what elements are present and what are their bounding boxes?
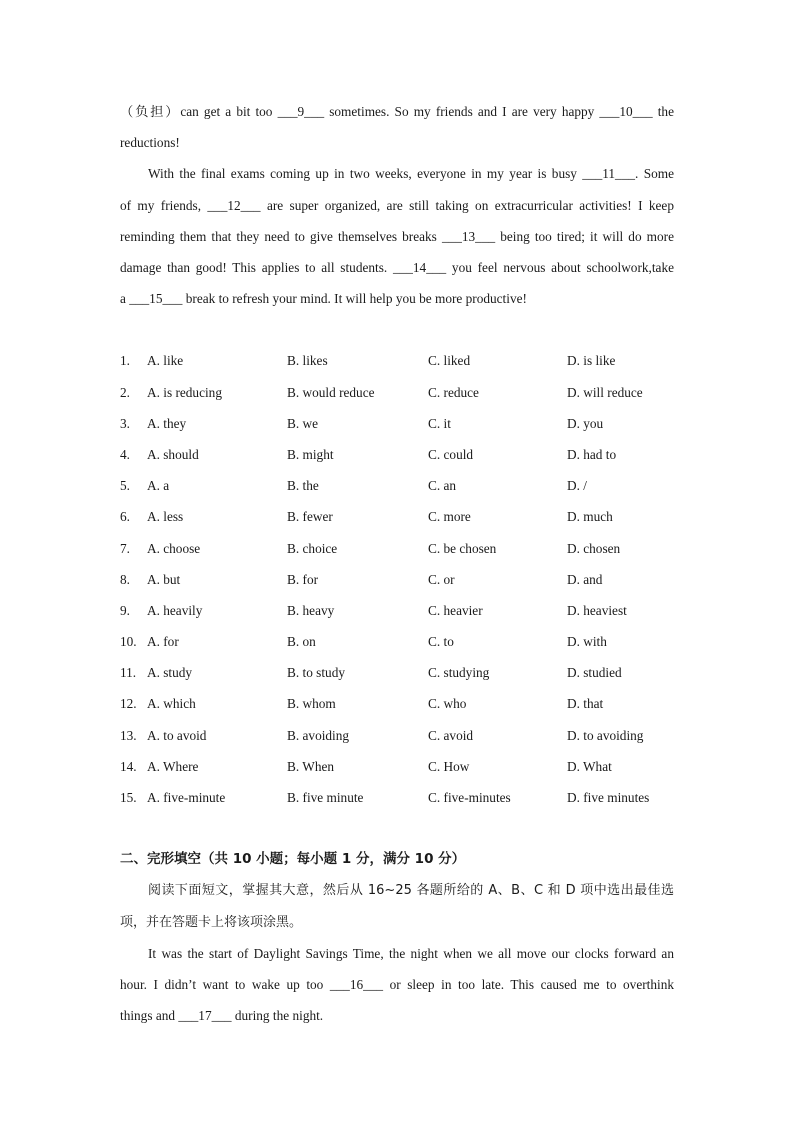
option-b: B. on: [287, 634, 316, 650]
text-line: With the final exams coming up in two weeks, everyone in my year is busy ___11___. Some: [148, 166, 674, 182]
option-d: D. chosen: [567, 540, 621, 556]
answer-options-list: [120, 345, 674, 813]
section-title: 二、完形填空（共 10 小题；每小题 1 分，满分 10 分）: [120, 851, 466, 868]
question-number: 11.: [120, 665, 137, 681]
text-line: a ___15___ break to refresh your mind. It will help you be more productive!: [120, 291, 527, 307]
question-number: 3.: [120, 415, 130, 431]
option-c: C. studying: [428, 665, 490, 681]
option-a: A. is reducing: [147, 384, 222, 400]
text-line: 项，并在答题卡上将该项涂黑。: [120, 914, 303, 930]
option-b: B. might: [287, 446, 334, 462]
option-a: A. like: [147, 353, 184, 369]
option-d: D. What: [567, 758, 612, 774]
option-a: A. they: [147, 415, 187, 431]
option-c: C. reduce: [428, 384, 479, 400]
option-a: A. five-minute: [147, 790, 226, 806]
question-row: [120, 595, 674, 626]
option-c: C. could: [428, 446, 474, 462]
question-row: [120, 688, 674, 719]
option-a: A. to avoid: [147, 727, 207, 743]
option-c: C. or: [428, 571, 455, 587]
passage-paragraph-2: [120, 158, 674, 314]
question-number: 10.: [120, 634, 137, 650]
document-page: [120, 96, 674, 1031]
text-line: damage than good! This applies to all students. ___14___ you feel nervous about schoolwork,take: [120, 260, 674, 276]
option-a: A. but: [147, 571, 181, 587]
question-number: 9.: [120, 602, 130, 618]
option-b: B. whom: [287, 696, 336, 712]
option-c: C. it: [428, 415, 451, 431]
option-c: C. an: [428, 478, 457, 494]
option-b: B. to study: [287, 665, 345, 681]
option-c: C. be chosen: [428, 540, 497, 556]
question-row: [120, 564, 674, 595]
option-b: B. choice: [287, 540, 338, 556]
question-row: [120, 751, 674, 782]
option-c: C. to: [428, 634, 454, 650]
option-d: D. is like: [567, 353, 616, 369]
option-b: B. heavy: [287, 602, 335, 618]
question-row: [120, 533, 674, 564]
question-number: 12.: [120, 696, 137, 712]
option-b: B. would reduce: [287, 384, 375, 400]
text-line: It was the start of Daylight Savings Time, the night when we all move our clocks forward an: [148, 945, 674, 961]
question-row: [120, 782, 674, 813]
option-d: D. that: [567, 696, 604, 712]
passage-paragraph-1: [120, 96, 674, 158]
option-b: B. five minute: [287, 790, 364, 806]
option-b: B. the: [287, 478, 319, 494]
option-a: A. less: [147, 509, 184, 525]
question-row: [120, 377, 674, 408]
text-line: hour. I didn’t want to wake up too ___16___ or sleep in too late. This caused me to overthink: [120, 977, 674, 993]
text-line: things and ___17___ during the night.: [120, 1008, 324, 1024]
option-c: C. who: [428, 696, 467, 712]
option-b: B. When: [287, 758, 335, 774]
option-d: D. studied: [567, 665, 622, 681]
question-number: 5.: [120, 478, 130, 494]
option-a: A. choose: [147, 540, 201, 556]
option-d: D. will reduce: [567, 384, 643, 400]
option-d: D. much: [567, 509, 613, 525]
question-row: [120, 501, 674, 532]
question-row: [120, 720, 674, 751]
question-number: 1.: [120, 353, 130, 369]
text-line: （负担）can get a bit too ___9___ sometimes. So my friends and I are very happy ___10___ the: [120, 104, 674, 119]
question-row: [120, 439, 674, 470]
question-number: 2.: [120, 384, 130, 400]
question-number: 6.: [120, 509, 130, 525]
question-number: 14.: [120, 758, 137, 774]
text-line: of my friends, ___12___ are super organized, are still taking on extracurricular activities! I keep: [120, 197, 674, 213]
option-c: C. liked: [428, 353, 471, 369]
option-d: D. you: [567, 415, 604, 431]
option-d: D. five minutes: [567, 790, 650, 806]
question-number: 4.: [120, 446, 130, 462]
question-number: 7.: [120, 540, 130, 556]
option-b: B. we: [287, 415, 319, 431]
question-row: [120, 408, 674, 439]
option-c: C. heavier: [428, 602, 483, 618]
option-a: A. a: [147, 478, 170, 494]
option-c: C. more: [428, 509, 471, 525]
option-a: A. which: [147, 696, 196, 712]
option-a: A. should: [147, 446, 199, 462]
option-b: B. fewer: [287, 509, 333, 525]
option-d: D. and: [567, 571, 603, 587]
question-number: 15.: [120, 790, 137, 806]
question-number: 8.: [120, 571, 130, 587]
passage-paragraph-3: [120, 938, 674, 1032]
option-a: A. for: [147, 634, 179, 650]
question-row: [120, 657, 674, 688]
option-d: D. had to: [567, 446, 617, 462]
question-row: [120, 470, 674, 501]
section-instructions: [120, 875, 674, 937]
option-b: B. likes: [287, 353, 328, 369]
question-row: [120, 626, 674, 657]
option-b: B. for: [287, 571, 319, 587]
option-c: C. avoid: [428, 727, 474, 743]
text-line: reminding them that they need to give themselves breaks ___13___ being too tired; it will do more: [120, 228, 674, 244]
text-line: reductions!: [120, 135, 180, 151]
option-d: D. to avoiding: [567, 727, 644, 743]
option-a: A. study: [147, 665, 193, 681]
option-c: C. five-minutes: [428, 790, 511, 806]
text-line: 阅读下面短文，掌握其大意，然后从 16~25 各题所给的 A、B、C 和 D 项中选出最佳选: [148, 883, 674, 899]
option-d: D. heaviest: [567, 602, 627, 618]
question-number: 13.: [120, 727, 137, 743]
question-row: [120, 345, 674, 376]
option-d: D. with: [567, 634, 607, 650]
option-a: A. Where: [147, 758, 199, 774]
option-a: A. heavily: [147, 602, 203, 618]
option-c: C. How: [428, 758, 470, 774]
option-b: B. avoiding: [287, 727, 350, 743]
option-d: D. /: [567, 478, 587, 494]
